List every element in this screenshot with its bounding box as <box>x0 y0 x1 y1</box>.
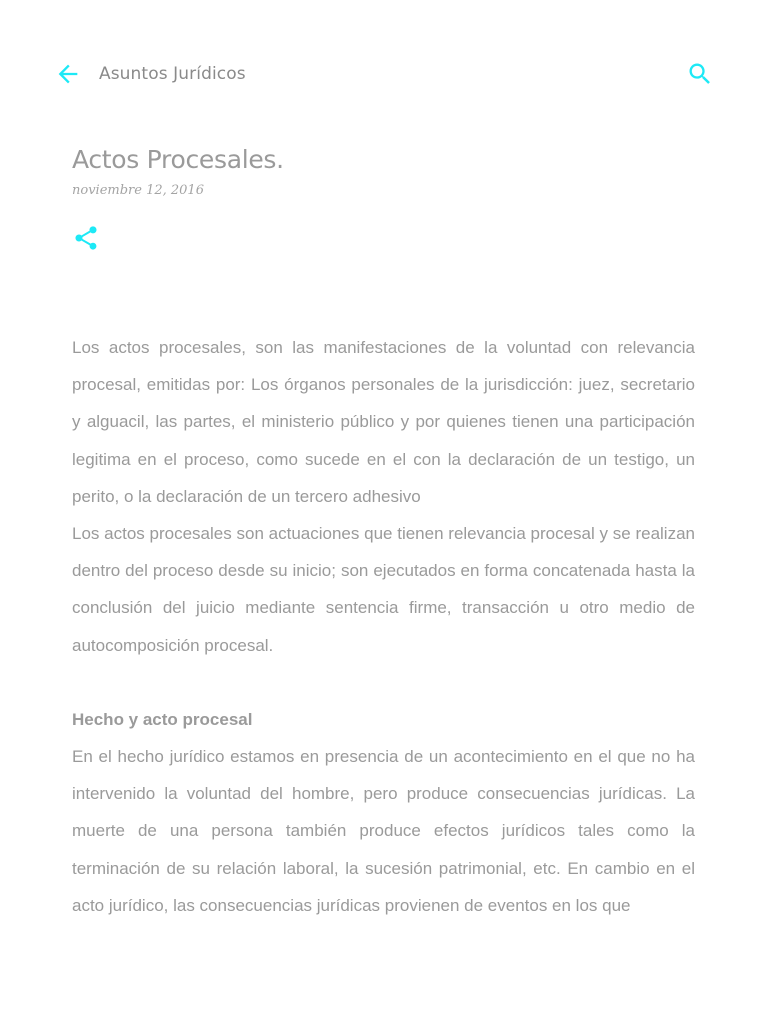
share-button[interactable] <box>72 224 100 252</box>
top-bar <box>0 0 768 150</box>
post-date[interactable]: noviembre 12, 2016 <box>72 183 204 198</box>
back-button[interactable] <box>54 60 82 88</box>
search-button[interactable] <box>686 60 714 88</box>
post-body <box>72 329 695 924</box>
search-icon <box>686 60 714 88</box>
post-title: Actos Procesales. <box>72 145 284 174</box>
arrow-left-icon <box>54 60 82 88</box>
section-paragraph: En el hecho jurídico estamos en presencia de un acontecimiento en el que no ha intervenido la voluntad del hombre, pero produce consecuencias jurídicas. La muerte de una persona también produce efectos jurídicos tales como la terminación de su relación laboral, la sucesión patrimonial, etc. En cambio en el acto jurídico, las consecuencias jurídicas provienen de eventos en los que <box>72 747 695 915</box>
body-paragraph-1: Los actos procesales, son las manifestaciones de la voluntad con relevancia procesal, emitidas por: Los órganos personales de la jurisdicción: juez, secretario y alguacil, las partes, el ministerio público y por quienes tienen una participación legitima en el proceso, como sucede en el con la declaración de un testigo, un perito, o la declaración de un tercero adhesivo <box>72 338 695 506</box>
paragraph-spacer <box>72 664 695 701</box>
body-paragraph-2: Los actos procesales son actuaciones que tienen relevancia procesal y se realizan dentro del proceso desde su inicio; son ejecutados en forma concatenada hasta la conclusión del juicio mediante sentencia firme, transacción u otro medio de autocomposición procesal. <box>72 524 695 655</box>
blog-title[interactable]: Asuntos Jurídicos <box>99 64 246 84</box>
section-heading: Hecho y acto procesal <box>72 709 253 729</box>
share-icon <box>72 224 100 252</box>
